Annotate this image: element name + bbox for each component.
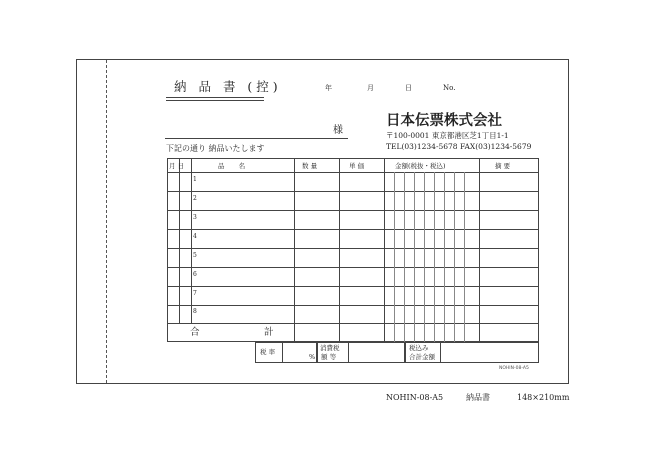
header-quantity: 数 量 [302,162,318,170]
total-incl-tax-label-2: 合計金額 [409,353,435,361]
table-col-rule [339,158,340,342]
amount-digit-rule [424,172,425,342]
amount-digit-rule [444,172,445,342]
title-underline-double [166,100,264,101]
header-item: 品 名 [218,162,252,170]
table-col-rule [294,158,295,342]
footer-size: 148×210mm [517,393,570,402]
year-label: 年 [325,84,332,92]
row-number: 2 [193,195,197,202]
amount-digit-rule [394,172,395,342]
perforation-line [106,60,107,383]
form-title: 納 品 書 (控) [174,79,282,94]
items-table [167,158,539,342]
tax-box-divider [440,342,441,363]
amount-digit-rule [464,172,465,342]
tax-box-divider [282,342,283,363]
table-row-rule [167,286,539,287]
amount-digit-rule [414,172,415,342]
table-row-rule [167,191,539,192]
row-number: 3 [193,214,197,221]
consumption-tax-label: 消費税 [320,344,340,352]
table-row-rule [167,229,539,230]
table-col-rule [191,158,192,323]
day-label: 日 [405,84,412,92]
delivery-note: 下記の通り 納品いたします [166,144,265,153]
form-code-small: NOHIN-08-A5 [499,366,529,371]
header-date: 月 日 [169,162,185,170]
total-label-left: 合 [190,327,200,338]
consumption-tax-label-2: 額 等 [321,353,337,361]
amount-digit-rule [454,172,455,342]
month-label: 月 [367,84,374,92]
total-label-right: 計 [264,327,274,338]
header-unit-price: 単 価 [349,162,365,170]
table-col-rule [384,158,385,342]
company-tel-fax: TEL(03)1234-5678 FAX(03)1234-5679 [386,142,532,151]
row-number: 4 [193,233,197,240]
table-row-rule [167,210,539,211]
table-row-rule [167,267,539,268]
amount-digit-rule [404,172,405,342]
company-address: 〒100-0001 東京都港区芝1丁目1-1 [386,131,509,140]
title-underline [166,97,264,98]
header-remarks: 摘 要 [495,162,511,170]
table-col-rule [479,158,480,342]
total-incl-tax-label: 税込み [409,344,429,352]
table-col-rule [179,158,180,323]
table-header-rule [167,172,539,173]
footer-code: NOHIN-08-A5 [386,393,444,402]
company-name: 日本伝票株式会社 [386,113,502,129]
amount-digit-rule [434,172,435,342]
tax-box-divider [348,342,349,363]
table-row-rule [167,248,539,249]
number-label: No. [443,84,456,92]
customer-name-line [165,138,348,139]
row-number: 1 [193,176,197,183]
row-number: 5 [193,252,197,259]
footer-name: 納品書 [466,393,490,402]
table-total-rule [167,323,539,324]
row-number: 8 [193,308,197,315]
tax-rate-label: 税 率 [260,348,276,356]
customer-honorific: 様 [333,125,343,136]
header-amount: 金額(税抜・税込) [395,162,446,170]
tax-percent-label: % [309,353,316,361]
row-number: 7 [193,290,197,297]
row-number: 6 [193,271,197,278]
table-row-rule [167,305,539,306]
